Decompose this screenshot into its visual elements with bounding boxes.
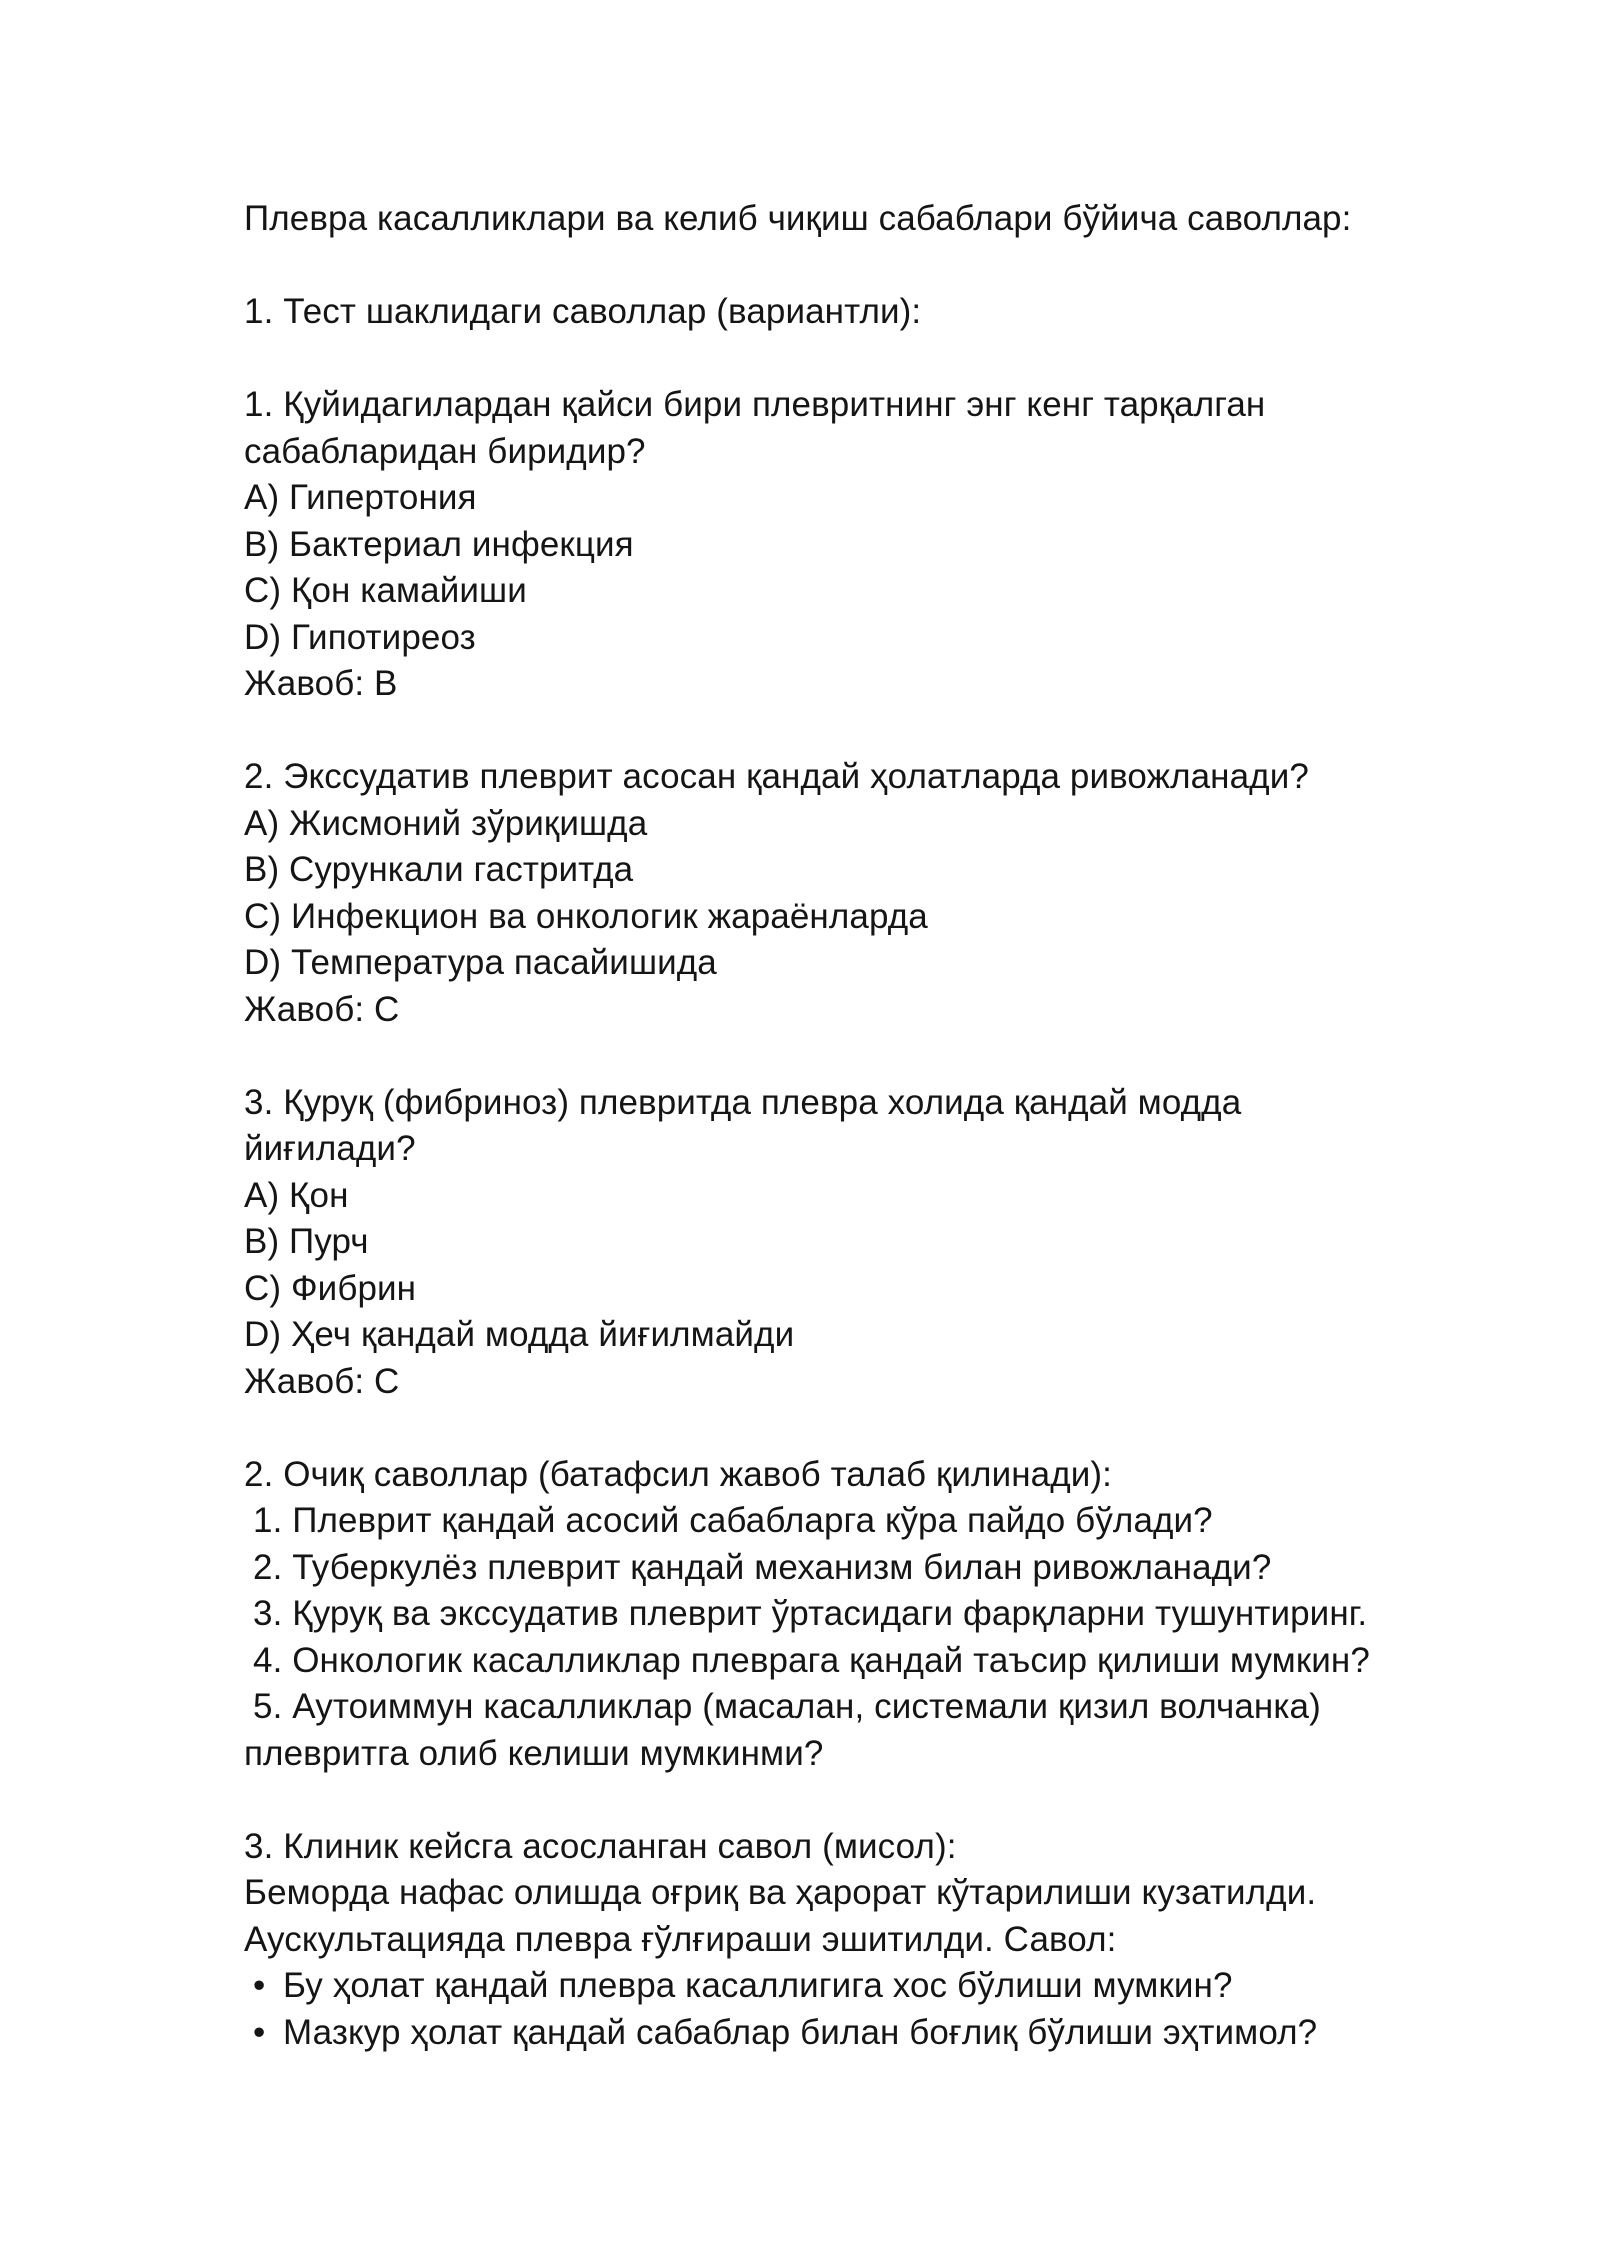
section2-heading: 2. Очиқ саволлар (батафсил жавоб талаб қилинади): — [244, 1454, 1112, 1494]
answer-option-d: D) Температура пасайишида — [244, 943, 717, 982]
spacer — [244, 708, 1364, 755]
answer-option-b: B) Бактериал инфекция — [244, 524, 634, 564]
open-question-item-continuation: плевритга олиб келиши мумкинми? — [244, 1733, 824, 1773]
case-description-line: Беморда нафас олишда оғриқ ва ҳарорат кўтарилиши кузатилди. — [244, 1873, 1317, 1912]
open-question-item: 3. Қуруқ ва экссудатив плеврит ўртасидаги фарқларни тушунтиринг. — [253, 1594, 1368, 1633]
answer-option-c: C) Қон камайиши — [244, 571, 527, 610]
answer-option-b: B) Пурч — [244, 1222, 369, 1261]
question-text-line: 3. Қуруқ (фибриноз) плевритда плевра холида қандай модда — [244, 1082, 1242, 1122]
open-questions-section — [244, 1452, 1370, 1778]
answer-option-b: B) Сурункали гастритда — [244, 850, 634, 889]
question-text-line: 1. Қуйидагилардан қайси бири плевритнинг энг кенг тарқалган — [244, 385, 1266, 424]
bullet-text: Бу ҳолат қандай плевра касаллигига хос бўлиши мумкин? — [283, 1966, 1233, 2005]
question-text-line: 2. Экссудатив плеврит асосан қандай ҳолатларда ривожланади? — [244, 757, 1309, 796]
spacer — [244, 336, 1364, 383]
bullet-text: Мазкур ҳолат қандай сабаблар билан боғлиқ бўлиши эҳтимол? — [283, 2012, 1318, 2052]
case-description-line: Аускультацияда плевра ғўлғираши эшитилди. Савол: — [244, 1919, 1117, 1959]
bullet-item — [244, 2010, 1364, 2057]
question-text-line: йиғилади? — [244, 1129, 416, 1168]
test-question-3 — [244, 1080, 1364, 1406]
spacer — [244, 1033, 1364, 1080]
document-title: Плевра касалликлари ва келиб чиқиш сабаблари бўйича саволлар: — [244, 199, 1352, 238]
test-question-2 — [244, 754, 1364, 1033]
spacer — [244, 1405, 1364, 1452]
correct-answer: Жавоб: C — [244, 1361, 400, 1401]
correct-answer: Жавоб: B — [244, 664, 398, 703]
answer-option-d: D) Гипотиреоз — [244, 617, 476, 657]
answer-option-d: D) Ҳеч қандай модда йиғилмайди — [244, 1315, 795, 1354]
section3-heading: 3. Клиник кейсга асосланган савол (мисол): — [244, 1826, 957, 1866]
open-question-item: 4. Онкологик касалликлар плеврага қандай таъсир қилиши мумкин? — [253, 1640, 1370, 1680]
correct-answer: Жавоб: C — [244, 989, 400, 1029]
bullet-icon: • — [253, 1966, 266, 2005]
answer-option-c: C) Фибрин — [244, 1268, 417, 1308]
question-text-line: сабабларидан биридир? — [244, 431, 646, 471]
spacer — [244, 1777, 1364, 1824]
answer-option-a: A) Гипертония — [244, 478, 477, 517]
open-question-item: 2. Туберкулёз плеврит қандай механизм билан ривожланади? — [253, 1547, 1272, 1587]
clinical-case-section — [244, 1824, 1364, 2057]
spacer — [244, 243, 1364, 290]
document-body — [244, 196, 1370, 2056]
answer-option-c: C) Инфекцион ва онкологик жараёнларда — [244, 896, 928, 936]
open-question-item: 1. Плеврит қандай асосий сабабларга кўра пайдо бўлади? — [253, 1501, 1213, 1540]
section1-heading: 1. Тест шаклидаги саволлар (вариантли): — [244, 292, 922, 331]
bullet-item — [244, 1963, 1364, 2010]
bullet-icon: • — [253, 2012, 266, 2052]
answer-option-a: A) Жисмоний зўриқишда — [244, 803, 648, 843]
open-question-item: 5. Аутоиммун касалликлар (масалан, системали қизил волчанка) — [253, 1687, 1321, 1726]
answer-option-a: A) Қон — [244, 1175, 349, 1215]
test-question-1 — [244, 382, 1364, 708]
